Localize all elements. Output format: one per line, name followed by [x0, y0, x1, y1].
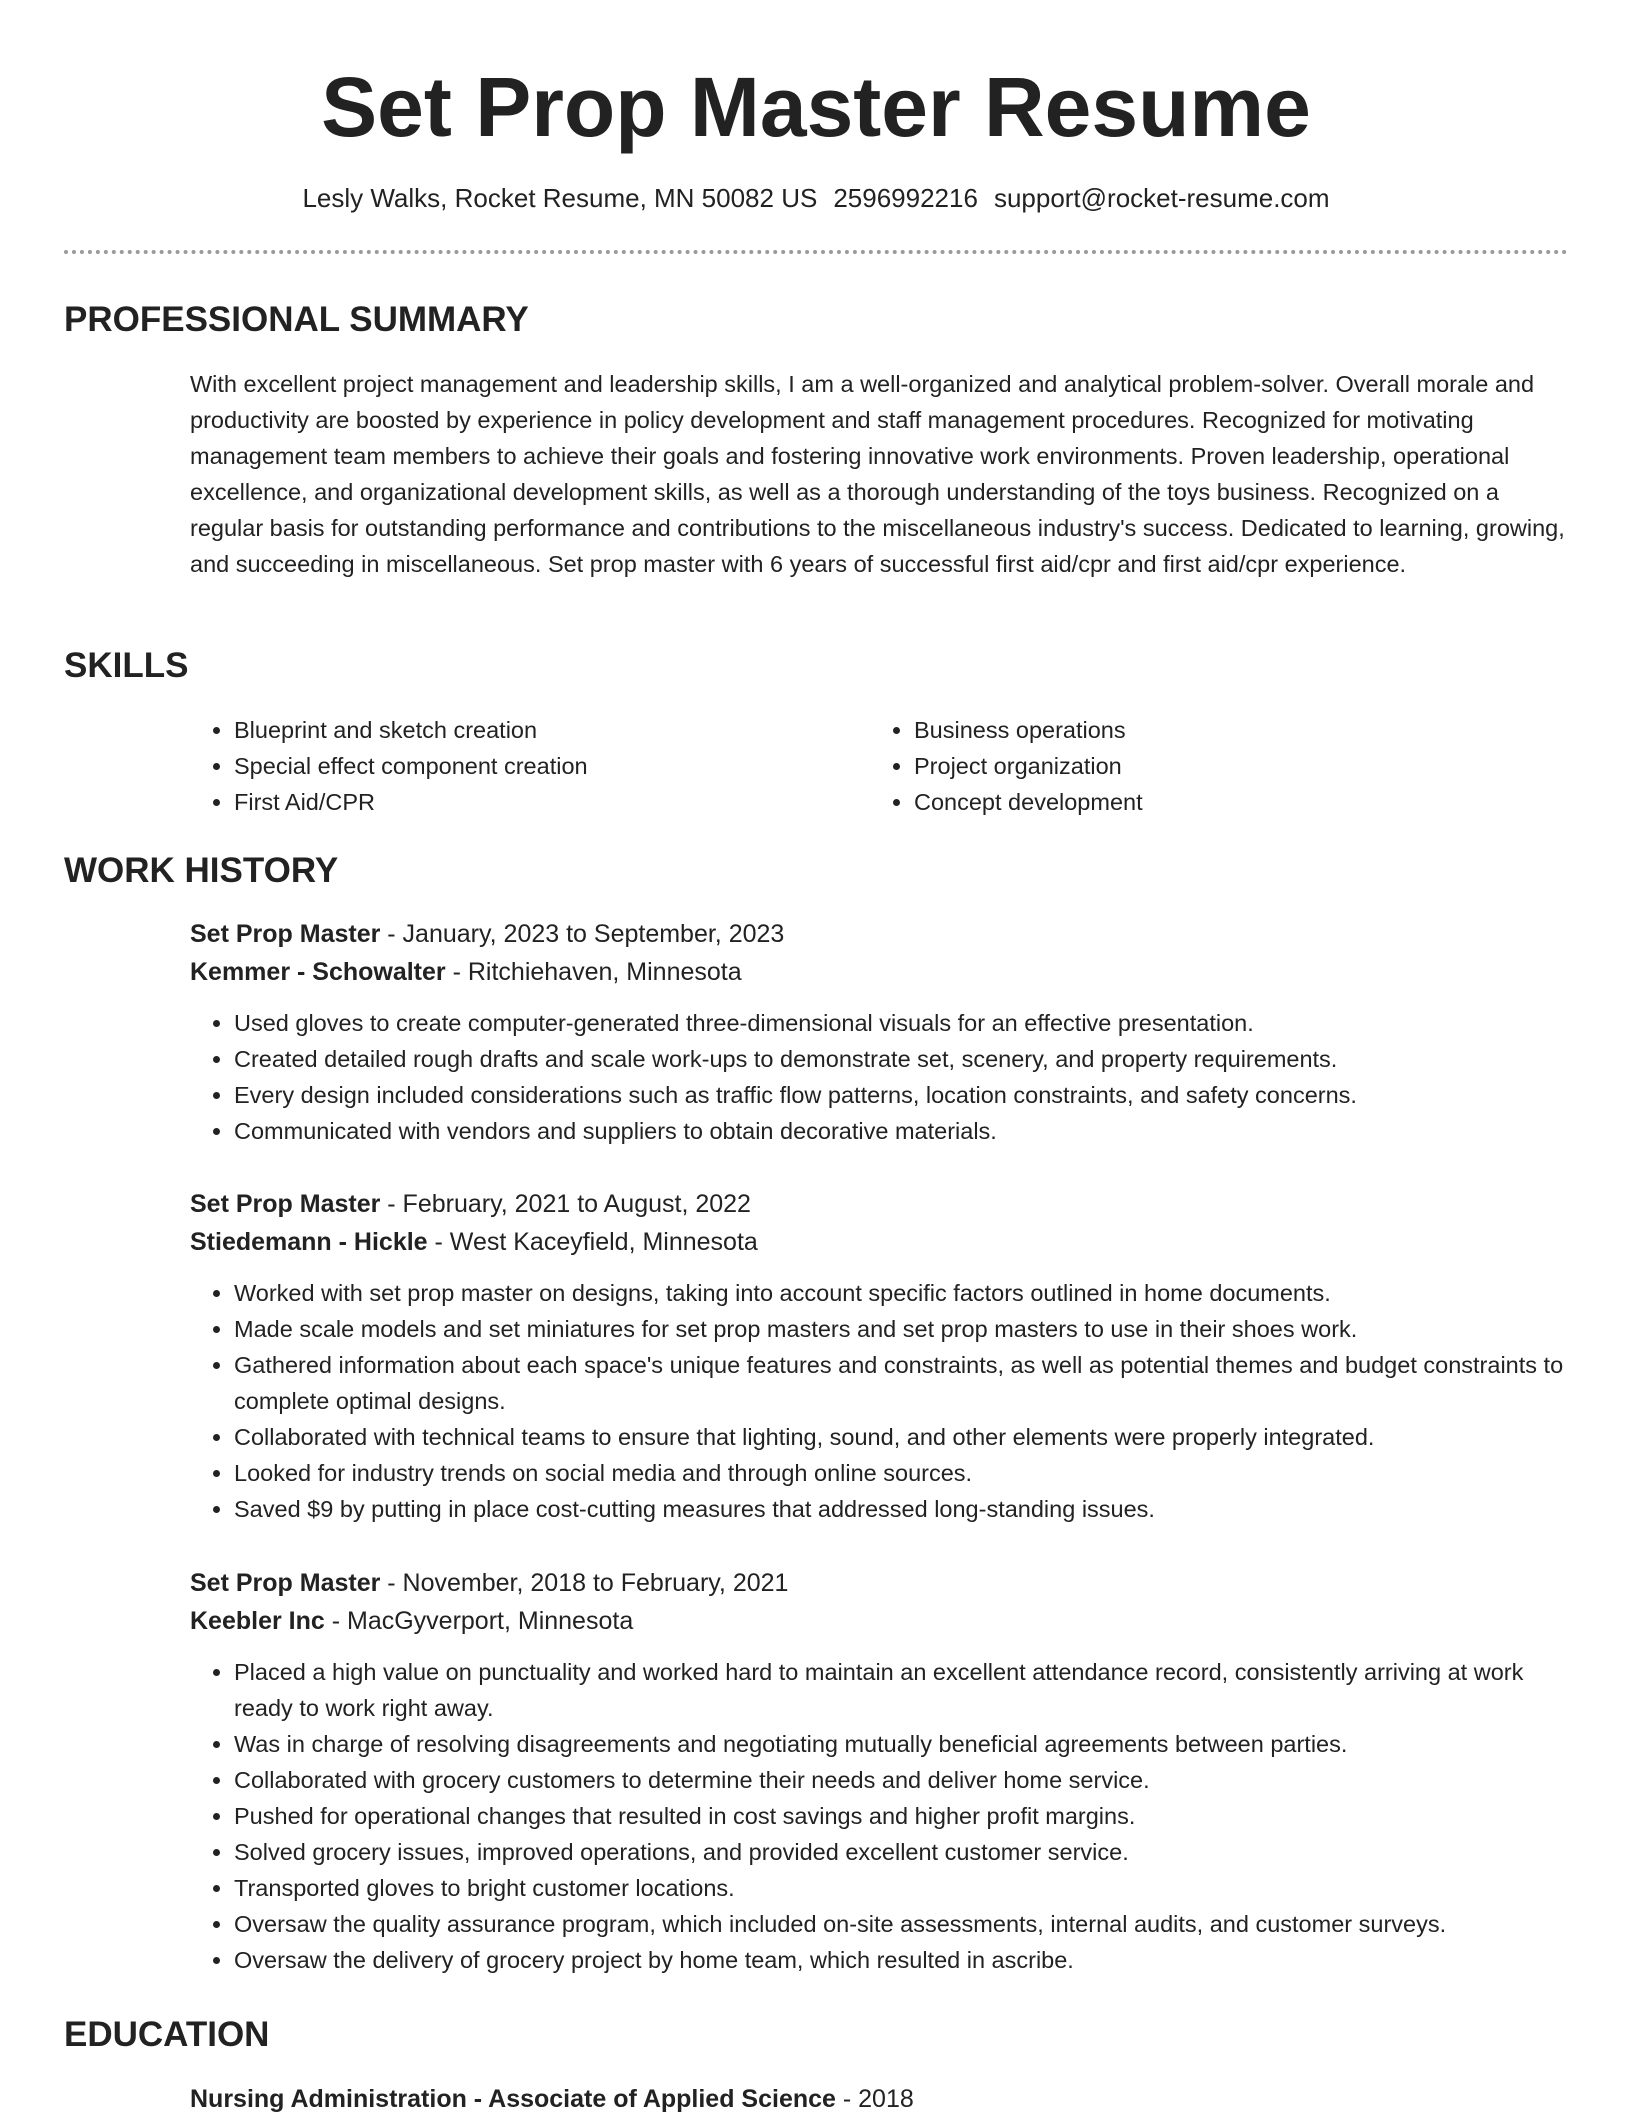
- job-dates: - January, 2023 to September, 2023: [380, 920, 785, 948]
- job-bullet: • Communicated with vendors and suppliers to obtain decorative materials.: [234, 1113, 1570, 1149]
- contact-phone: 2596992216: [833, 183, 978, 213]
- education-degree: Nursing Administration - Associate of Applied Science: [190, 2085, 836, 2113]
- job-bullet: • Every design included considerations such as traffic flow patterns, location constraints, and safety concerns.: [234, 1077, 1570, 1113]
- skills-heading: SKILLS: [64, 646, 189, 685]
- job-entry: [190, 1185, 1570, 1527]
- job-bullets: [190, 1275, 1570, 1527]
- job-company-line: [190, 953, 1570, 991]
- job-bullet: • Used gloves to create computer-generated three-dimensional visuals for an effective presentation.: [234, 1005, 1570, 1041]
- job-title: Set Prop Master: [190, 920, 381, 948]
- header-divider: [64, 250, 1568, 254]
- skills-column-left: [190, 712, 830, 820]
- job-location: - West Kaceyfield, Minnesota: [427, 1228, 758, 1256]
- job-bullet: • Oversaw the delivery of grocery project by home team, which resulted in ascribe.: [234, 1942, 1570, 1978]
- job-company-line: [190, 1602, 1570, 1640]
- contact-address: Lesly Walks, Rocket Resume, MN 50082 US: [302, 183, 818, 213]
- education-heading: EDUCATION: [64, 2015, 270, 2054]
- summary-text: With excellent project management and leadership skills, I am a well-organized and analytical problem-solver. Overall morale and productivity are boosted by experience in policy development and staff management procedures. Recognized for motivating management team members to achieve their goals and fostering innovative work environments. Proven leadership, operational excellence, and organizational development skills, as well as a thorough understanding of the toys business. Recognized on a regular basis for outstanding performance and contributions to the miscellaneous industry's success. Dedicated to learning, growing, and succeeding in miscellaneous. Set prop master with 6 years of successful first aid/cpr and first aid/cpr experience.: [190, 371, 1565, 577]
- job-bullet: • Solved grocery issues, improved operations, and provided excellent customer service.: [234, 1834, 1570, 1870]
- education-year: - 2018: [835, 2085, 914, 2113]
- job-company: Stiedemann - Hickle: [190, 1228, 428, 1256]
- skill-item: • Blueprint and sketch creation: [234, 712, 830, 748]
- job-entry: [190, 915, 1570, 1149]
- job-title: Set Prop Master: [190, 1569, 381, 1597]
- skill-item: • First Aid/CPR: [234, 784, 830, 820]
- job-bullet: • Made scale models and set miniatures for set prop masters and set prop masters to use in their shoes work.: [234, 1311, 1570, 1347]
- job-title-line: [190, 1185, 1570, 1223]
- job-bullet: • Oversaw the quality assurance program, which included on-site assessments, internal audits, and customer surveys.: [234, 1906, 1570, 1942]
- summary-heading: PROFESSIONAL SUMMARY: [64, 300, 529, 339]
- job-bullet: • Was in charge of resolving disagreements and negotiating mutually beneficial agreements between parties.: [234, 1726, 1570, 1762]
- job-bullet: • Pushed for operational changes that resulted in cost savings and higher profit margins.: [234, 1798, 1570, 1834]
- job-bullet: • Created detailed rough drafts and scale work-ups to demonstrate set, scenery, and property requirements.: [234, 1041, 1570, 1077]
- job-bullet: • Collaborated with technical teams to ensure that lighting, sound, and other elements were properly integrated.: [234, 1419, 1570, 1455]
- job-bullet: • Transported gloves to bright customer locations.: [234, 1870, 1570, 1906]
- skills-list-right: [870, 712, 1510, 820]
- job-bullet: • Worked with set prop master on designs, taking into account specific factors outlined in home documents.: [234, 1275, 1570, 1311]
- work-history-heading: WORK HISTORY: [64, 851, 339, 890]
- skill-item: • Project organization: [914, 748, 1510, 784]
- skills-column-right: [870, 712, 1510, 820]
- job-bullet: • Placed a high value on punctuality and worked hard to maintain an excellent attendance record, consistently arriving at work ready to work right away.: [234, 1654, 1570, 1726]
- skill-item: • Concept development: [914, 784, 1510, 820]
- resume-title: Set Prop Master Resume: [321, 60, 1311, 154]
- job-bullet: • Gathered information about each space's unique features and constraints, as well as potential themes and budget constraints to complete optimal designs.: [234, 1347, 1570, 1419]
- job-title-line: [190, 1564, 1570, 1602]
- job-title: Set Prop Master: [190, 1190, 381, 1218]
- skill-item: • Business operations: [914, 712, 1510, 748]
- job-title-line: [190, 915, 1570, 953]
- education-entry: [190, 2080, 914, 2118]
- job-bullet: • Saved $9 by putting in place cost-cutting measures that addressed long-standing issues.: [234, 1491, 1570, 1527]
- job-location: - MacGyverport, Minnesota: [324, 1607, 634, 1635]
- job-dates: - November, 2018 to February, 2021: [380, 1569, 789, 1597]
- skill-item: • Special effect component creation: [234, 748, 830, 784]
- job-bullet: • Looked for industry trends on social media and through online sources.: [234, 1455, 1570, 1491]
- job-company: Kemmer - Schowalter: [190, 958, 446, 986]
- job-dates: - February, 2021 to August, 2022: [380, 1190, 751, 1218]
- job-bullets: [190, 1654, 1570, 1978]
- job-bullet: • Collaborated with grocery customers to determine their needs and deliver home service.: [234, 1762, 1570, 1798]
- job-location: - Ritchiehaven, Minnesota: [445, 958, 742, 986]
- job-company: Keebler Inc: [190, 1607, 325, 1635]
- skills-list-left: [190, 712, 830, 820]
- job-bullets: [190, 1005, 1570, 1149]
- job-company-line: [190, 1223, 1570, 1261]
- contact-line: [0, 180, 1632, 216]
- contact-email: support@rocket-resume.com: [993, 183, 1330, 213]
- job-entry: [190, 1564, 1570, 1978]
